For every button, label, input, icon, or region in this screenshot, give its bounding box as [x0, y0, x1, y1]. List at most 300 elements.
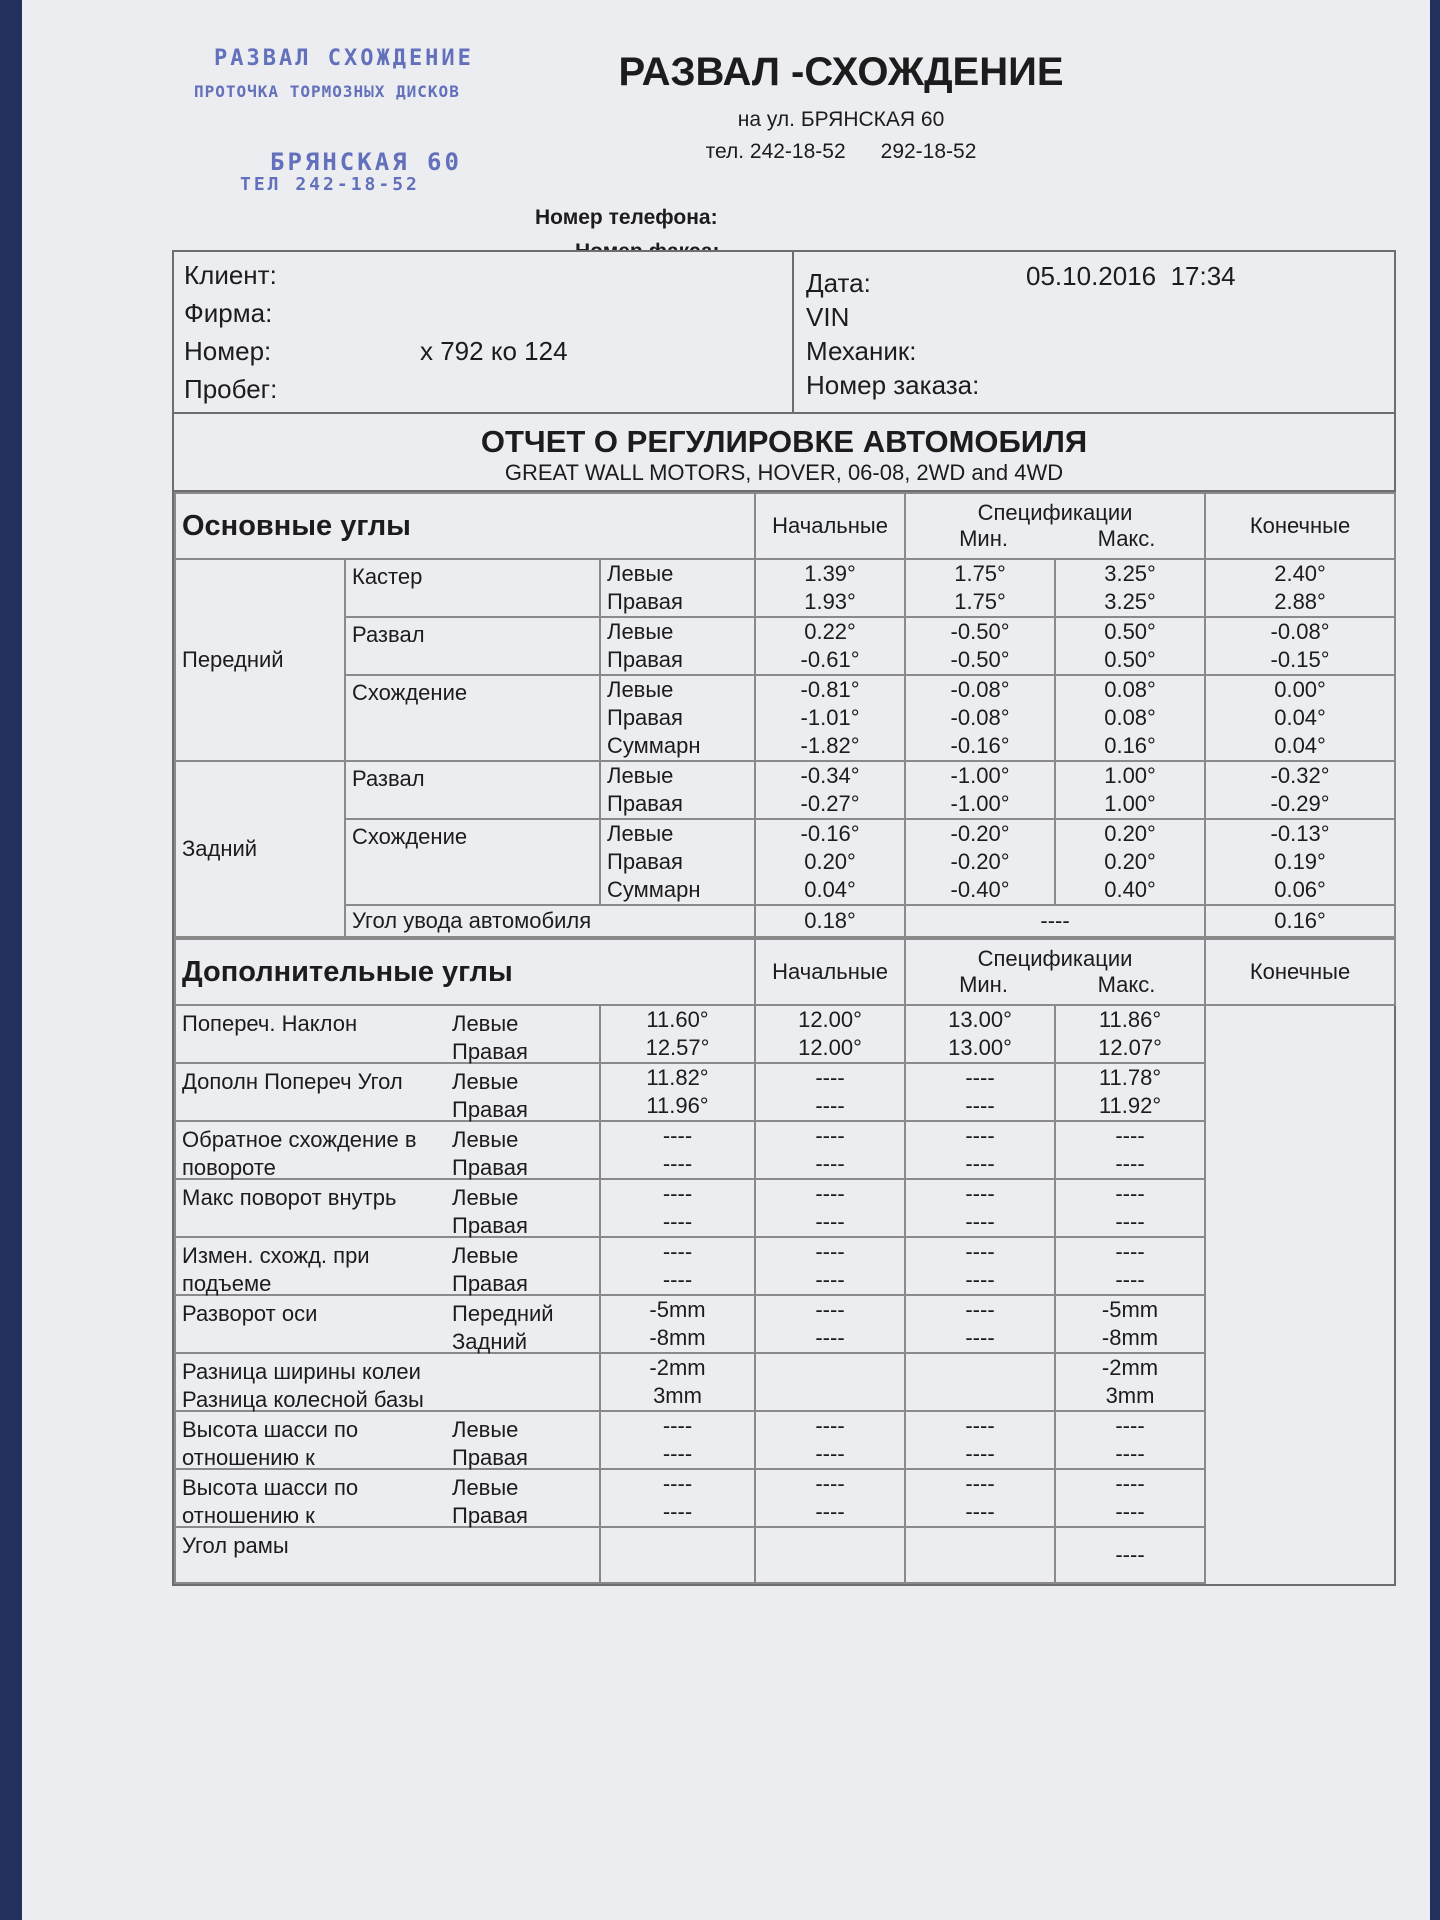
wheel-side-value: Левые: [607, 821, 674, 846]
initial-value: ----: [662, 1209, 693, 1234]
final-value: ----: [1115, 1151, 1145, 1176]
angle-row: [175, 675, 1395, 761]
spec-min-value: -0.20°: [950, 821, 1010, 846]
spec-min: [755, 1063, 905, 1121]
wheel-side-value: Правая: [452, 1503, 528, 1528]
final-value: ----: [1115, 1471, 1145, 1496]
spec-max-value: 0.50°: [1104, 647, 1156, 672]
initial-value: 0.22°: [804, 619, 856, 644]
spec-min-value: 1.75°: [954, 561, 1006, 586]
report-sheet: [172, 250, 1396, 1586]
final: [1055, 1005, 1205, 1063]
spec-min: [905, 819, 1055, 905]
col-max: Макс.: [1097, 526, 1156, 551]
stamp-line: РАЗВАЛ СХОЖДЕНИЕ: [214, 46, 474, 71]
extra-param: [175, 1411, 600, 1469]
spec-max-value: ----: [965, 1325, 995, 1350]
initial-value: -2mm: [649, 1355, 706, 1380]
spec-min-value: -0.40°: [950, 877, 1010, 902]
thrust-initial: 0.18°: [755, 905, 905, 937]
spec-min: [755, 1121, 905, 1179]
initial: [600, 1063, 755, 1121]
thrust-row: [175, 905, 1395, 937]
initial-value: -0.16°: [800, 821, 860, 846]
initial: [600, 1295, 755, 1353]
spec-min-value: ----: [815, 1209, 845, 1234]
spec-max-value: 0.20°: [1104, 849, 1156, 874]
extra-param-names: [182, 1242, 452, 1296]
extra-row: [175, 1469, 1395, 1527]
extra-param: [175, 1005, 600, 1063]
report-title-block: [174, 414, 1394, 492]
spec-max: [1055, 675, 1205, 761]
doc-title: РАЗВАЛ -СХОЖДЕНИЕ: [618, 50, 1064, 94]
spec-min-value: -0.08°: [950, 705, 1010, 730]
initial: [600, 1237, 755, 1295]
angle-param: Схождение: [345, 675, 600, 761]
col-max: Макс.: [1097, 972, 1156, 997]
col-spec: [905, 493, 1205, 559]
spec-min-value: ----: [815, 1151, 845, 1176]
extra-param-names: [182, 1358, 452, 1412]
extra-param-label: Высота шасси по отношению к: [182, 1417, 359, 1470]
initial-value: 12.57°: [645, 1035, 710, 1060]
initial-value: 1.93°: [804, 589, 856, 614]
main-angles-table: [174, 492, 1396, 938]
spec-min-value: -0.50°: [950, 619, 1010, 644]
initial: [755, 617, 905, 675]
stamp-line: БРЯНСКАЯ 60: [270, 148, 462, 176]
final-value: -2mm: [1101, 1355, 1159, 1380]
angle-param: Развал: [345, 617, 600, 675]
wheel-side-value: Правая: [452, 1213, 528, 1238]
final-value: ----: [1115, 1499, 1145, 1524]
extra-param: [175, 1295, 600, 1353]
initial-value: 0.04°: [804, 877, 856, 902]
extra-param-names: [182, 1010, 452, 1038]
wheel-side-value: Левые: [452, 1011, 519, 1036]
initial-value: -1.01°: [800, 705, 860, 730]
spec-max-value: ----: [965, 1065, 995, 1090]
final-value: ----: [1115, 1413, 1145, 1438]
wheel-side-value: Правая: [452, 1271, 528, 1296]
wheel-side-value: Суммарн: [607, 877, 701, 902]
initial: [755, 819, 905, 905]
initial-value: ----: [662, 1239, 693, 1264]
spec-min-value: -0.08°: [950, 677, 1010, 702]
stamp-line: ПРОТОЧКА ТОРМОЗНЫХ ДИСКОВ: [194, 82, 460, 101]
mileage-label: Пробег:: [184, 373, 278, 404]
extra-param-wrap: [182, 1474, 593, 1528]
extra-row: [175, 1063, 1395, 1121]
firm-label: Фирма:: [184, 297, 273, 328]
spec-min-value: -0.20°: [950, 849, 1010, 874]
spec-max-value: ----: [965, 1209, 995, 1234]
extra-param-label: Разница ширины колеи: [182, 1359, 421, 1384]
extra-param-label: Попереч. Наклон: [182, 1011, 358, 1036]
spec-min-value: 12.00°: [798, 1035, 862, 1060]
extra-row: [175, 1353, 1395, 1411]
spec-min-value: -0.50°: [950, 647, 1010, 672]
initial: [600, 1527, 755, 1583]
initial: [755, 761, 905, 819]
date-label: Дата:: [806, 267, 871, 298]
final-value: 2.88°: [1274, 589, 1326, 614]
extra-param: [175, 1063, 600, 1121]
doc-phones: тел. 242-18-52 292-18-52: [705, 140, 977, 163]
main-section-title: Основные углы: [175, 493, 755, 559]
initial-value: 11.60°: [646, 1007, 709, 1032]
extra-param-label: Дополн Попереч Угол: [182, 1069, 403, 1094]
initial-value: -0.34°: [800, 763, 860, 788]
spec-max: [1055, 761, 1205, 819]
initial-value: 3mm: [653, 1383, 702, 1408]
initial: [600, 1179, 755, 1237]
order-number-label: Номер заказа:: [806, 369, 980, 400]
extra-row: [175, 1005, 1395, 1063]
angle-param: Схождение: [345, 819, 600, 905]
final-value: -0.13°: [1270, 821, 1330, 846]
extra-param-sides: [452, 1068, 528, 1122]
wheel-side-value: Правая: [452, 1039, 528, 1064]
wheel-side-value: Левые: [607, 619, 674, 644]
col-min: Мин.: [959, 972, 1008, 997]
col-spec-label: Спецификации: [977, 500, 1133, 525]
initial-value: -1.82°: [800, 733, 860, 758]
col-final: Конечные: [1205, 939, 1395, 1005]
spec-max-value: 0.20°: [1104, 821, 1156, 846]
spec-min: [905, 617, 1055, 675]
final-value: ----: [1115, 1267, 1145, 1292]
rear-axle-label: Задний: [175, 761, 345, 937]
initial: [600, 1411, 755, 1469]
spec-max: [1055, 559, 1205, 617]
vin-label: VIN: [806, 301, 850, 332]
wheel-side-value: Правая: [452, 1155, 528, 1180]
spec-max-value: ----: [965, 1123, 995, 1148]
spec-max: [905, 1063, 1055, 1121]
spec-max-value: 0.16°: [1104, 733, 1156, 758]
final: [1055, 1353, 1205, 1411]
spec-max: [905, 1237, 1055, 1295]
final: [1055, 1295, 1205, 1353]
wheel-side-value: Передний: [452, 1301, 554, 1326]
extra-param: [175, 1469, 600, 1527]
final-value: -0.32°: [1270, 763, 1330, 788]
initial-value: ----: [662, 1151, 693, 1176]
extra-param: [175, 1179, 600, 1237]
initial-value: ----: [662, 1471, 693, 1496]
wheel-side: [600, 617, 755, 675]
final-value: -8mm: [1101, 1325, 1159, 1350]
extra-param-names: [182, 1532, 452, 1560]
final-value: 2.40°: [1274, 561, 1326, 586]
stamp-line: ТЕЛ 242-18-52: [240, 174, 420, 195]
spec-min: [755, 1411, 905, 1469]
spec-min: [755, 1353, 905, 1411]
spec-max-value: 0.08°: [1104, 677, 1156, 702]
extra-param-wrap: [182, 1184, 593, 1238]
report-subtitle: GREAT WALL MOTORS, HOVER, 06-08, 2WD and 4WD: [504, 460, 1064, 485]
col-initial: Начальные: [755, 493, 905, 559]
final: [1055, 1179, 1205, 1237]
spec-max: [905, 1527, 1055, 1583]
client-label: Клиент:: [184, 259, 277, 290]
spec-max: [1055, 617, 1205, 675]
wheel-side-value: Левые: [452, 1417, 519, 1442]
spec-min-value: ----: [815, 1123, 845, 1148]
initial-value: -0.27°: [800, 791, 860, 816]
spec-min: [905, 761, 1055, 819]
extra-param-sides: [452, 1242, 528, 1296]
thrust-spec: ----: [905, 905, 1205, 937]
spec-min-value: ----: [815, 1471, 845, 1496]
initial-value: ----: [662, 1413, 693, 1438]
wheel-side-value: Правая: [607, 589, 683, 614]
extra-param-wrap: [182, 1532, 593, 1560]
wheel-side-value: Левые: [452, 1475, 519, 1500]
extra-row: [175, 1179, 1395, 1237]
final-value: ----: [1115, 1441, 1145, 1466]
mechanic-label: Механик:: [806, 335, 917, 366]
spec-min-value: ----: [815, 1181, 845, 1206]
extra-section-title: Дополнительные углы: [175, 939, 755, 1005]
final: [1205, 675, 1395, 761]
extra-row: [175, 1121, 1395, 1179]
final: [1055, 1469, 1205, 1527]
spec-max: [905, 1411, 1055, 1469]
extra-param-names: [182, 1126, 452, 1180]
wheel-side-value: Левые: [452, 1127, 519, 1152]
wheel-side-value: Суммарн: [607, 733, 701, 758]
angle-row: [175, 617, 1395, 675]
wheel-side-value: Правая: [607, 705, 683, 730]
col-spec: [905, 939, 1205, 1005]
spec-min: [905, 675, 1055, 761]
initial-value: 1.39°: [804, 561, 856, 586]
initial-value: 0.20°: [804, 849, 856, 874]
initial: [600, 1005, 755, 1063]
extra-param-names: [182, 1416, 452, 1470]
final-value: ----: [1115, 1542, 1145, 1567]
final-value: ----: [1115, 1181, 1145, 1206]
final-value: 11.92°: [1098, 1093, 1162, 1118]
spec-min-value: ----: [815, 1325, 845, 1350]
angle-param: Развал: [345, 761, 600, 819]
wheel-side-value: Задний: [452, 1329, 528, 1354]
initial-value: -8mm: [649, 1325, 706, 1350]
extra-param-wrap: [182, 1416, 593, 1470]
final: [1055, 1237, 1205, 1295]
spec-min-value: ----: [815, 1267, 845, 1292]
initial: [600, 1121, 755, 1179]
plate-number: х 792 ко 124: [420, 335, 568, 366]
final: [1055, 1063, 1205, 1121]
angle-row: [175, 761, 1395, 819]
extra-param-label: Макс поворот внутрь: [182, 1185, 397, 1210]
final-value: 0.06°: [1274, 877, 1326, 902]
spec-max: [905, 1121, 1055, 1179]
spec-max-value: ----: [965, 1151, 995, 1176]
extra-param-names: [182, 1300, 452, 1328]
final: [1205, 761, 1395, 819]
initial-value: 11.96°: [646, 1093, 709, 1118]
extra-param: [175, 1527, 600, 1583]
wheel-side-value: Правая: [452, 1097, 528, 1122]
extra-param-wrap: [182, 1300, 593, 1354]
initial-value: ----: [662, 1123, 693, 1148]
final: [1205, 559, 1395, 617]
final-value: 0.04°: [1274, 733, 1326, 758]
final-value: 11.78°: [1098, 1065, 1162, 1090]
spec-max-value: ----: [965, 1441, 995, 1466]
report-title: ОТЧЕТ О РЕГУЛИРОВКЕ АВТОМОБИЛЯ: [480, 424, 1088, 459]
spec-max: [905, 1469, 1055, 1527]
initial-value: ----: [662, 1499, 693, 1524]
spec-max-value: ----: [965, 1413, 995, 1438]
spec-min: [755, 1179, 905, 1237]
initial: [755, 559, 905, 617]
angle-row: [175, 559, 1395, 617]
order-block: [794, 252, 1394, 412]
doc-address: на ул. БРЯНСКАЯ 60: [737, 108, 945, 131]
spec-max: [1055, 819, 1205, 905]
spec-min: [755, 1237, 905, 1295]
wheel-side-value: Левые: [452, 1185, 519, 1210]
angle-param: Кастер: [345, 559, 600, 617]
extra-row: [175, 1527, 1395, 1583]
final: [1055, 1121, 1205, 1179]
extra-param-label: Обратное схождение в повороте: [182, 1127, 417, 1180]
wheel-side-value: Левые: [607, 763, 674, 788]
initial-value: ----: [662, 1267, 693, 1292]
initial-value: -0.81°: [800, 677, 860, 702]
extra-param-sides: [452, 1300, 554, 1354]
extra-param-sides: [452, 1416, 528, 1470]
spec-max-value: 0.40°: [1104, 877, 1156, 902]
thrust-angle-label: Угол увода автомобиля: [345, 905, 755, 937]
wheel-side-value: Левые: [607, 561, 674, 586]
client-block: [174, 252, 794, 412]
front-axle-label: Передний: [175, 559, 345, 761]
wheel-side: [600, 559, 755, 617]
initial-value: -5mm: [649, 1297, 706, 1322]
final-value: 0.19°: [1274, 849, 1326, 874]
spec-max-value: 1.00°: [1104, 763, 1156, 788]
extra-param-label: Разница колесной базы: [182, 1387, 424, 1412]
extra-param: [175, 1121, 600, 1179]
extra-param-names: [182, 1474, 452, 1528]
extra-row: [175, 1237, 1395, 1295]
paper-sheet: [22, 0, 1430, 1920]
spec-max-value: 3.25°: [1104, 561, 1156, 586]
spec-min-value: ----: [815, 1239, 845, 1264]
thrust-final: 0.16°: [1205, 905, 1395, 937]
spec-min-value: ----: [815, 1413, 845, 1438]
final-value: -0.29°: [1270, 791, 1330, 816]
extra-row: [175, 1411, 1395, 1469]
extra-param-label: Высота шасси по отношению к: [182, 1475, 359, 1528]
wheel-side-value: Правая: [607, 647, 683, 672]
spec-min-value: ----: [815, 1441, 845, 1466]
extra-param-label: Угол рамы: [182, 1533, 289, 1558]
initial-value: -0.61°: [800, 647, 860, 672]
initial-value: 11.82°: [646, 1065, 709, 1090]
spec-min-value: ----: [815, 1297, 845, 1322]
spec-min: [755, 1527, 905, 1583]
spec-max-value: 0.50°: [1104, 619, 1156, 644]
spec-min: [755, 1469, 905, 1527]
spec-max-value: 13.00°: [948, 1035, 1012, 1060]
extra-param-wrap: [182, 1068, 593, 1122]
final-value: ----: [1115, 1209, 1145, 1234]
col-initial: Начальные: [755, 939, 905, 1005]
extra-param-wrap: [182, 1010, 593, 1064]
initial: [600, 1469, 755, 1527]
final-value: -5mm: [1101, 1297, 1159, 1322]
spec-max-value: 3.25°: [1104, 589, 1156, 614]
extra-param-wrap: [182, 1242, 593, 1296]
col-final: Конечные: [1205, 493, 1395, 559]
spec-max: [905, 1179, 1055, 1237]
spec-min-value: ----: [815, 1499, 845, 1524]
spec-min: [755, 1005, 905, 1063]
spec-max-value: ----: [965, 1093, 995, 1118]
spec-max: [905, 1005, 1055, 1063]
final-value: -0.08°: [1270, 619, 1330, 644]
final-value: ----: [1115, 1123, 1145, 1148]
final: [1055, 1527, 1205, 1583]
initial-value: ----: [662, 1181, 693, 1206]
spec-min-value: ----: [815, 1093, 845, 1118]
spec-min: [905, 559, 1055, 617]
extra-param-sides: [452, 1126, 528, 1180]
wheel-side-value: Правая: [607, 849, 683, 874]
extra-param-names: [182, 1068, 452, 1096]
spec-min-value: ----: [815, 1065, 845, 1090]
initial: [600, 1353, 755, 1411]
spec-max-value: 0.08°: [1104, 705, 1156, 730]
extra-param-wrap: [182, 1358, 593, 1412]
spec-min-value: 12.00°: [798, 1007, 862, 1032]
final-value: -0.15°: [1270, 647, 1330, 672]
extra-param-wrap: [182, 1126, 593, 1180]
extra-param-sides: [452, 1010, 528, 1064]
extra-param: [175, 1237, 600, 1295]
spec-max: [905, 1353, 1055, 1411]
col-spec-label: Спецификации: [977, 946, 1133, 971]
number-label: Номер:: [184, 335, 272, 366]
spec-max-value: ----: [965, 1239, 995, 1264]
spec-min: [755, 1295, 905, 1353]
final: [1205, 819, 1395, 905]
extra-param-names: [182, 1184, 452, 1212]
extra-angles-table: [174, 938, 1396, 1584]
final-value: ----: [1115, 1239, 1145, 1264]
extra-row: [175, 1295, 1395, 1353]
extra-param-label: Разворот оси: [182, 1301, 318, 1326]
phone-label: Номер телефона:: [535, 206, 718, 229]
date-value: 05.10.2016 17:34: [1026, 260, 1236, 291]
wheel-side-value: Левые: [452, 1243, 519, 1268]
spec-max-value: ----: [965, 1297, 995, 1322]
spec-max-value: ----: [965, 1471, 995, 1496]
spec-max-value: ----: [965, 1267, 995, 1292]
extra-param: [175, 1353, 600, 1411]
wheel-side-value: Левые: [452, 1069, 519, 1094]
spec-max-value: 1.00°: [1104, 791, 1156, 816]
angle-row: [175, 819, 1395, 905]
